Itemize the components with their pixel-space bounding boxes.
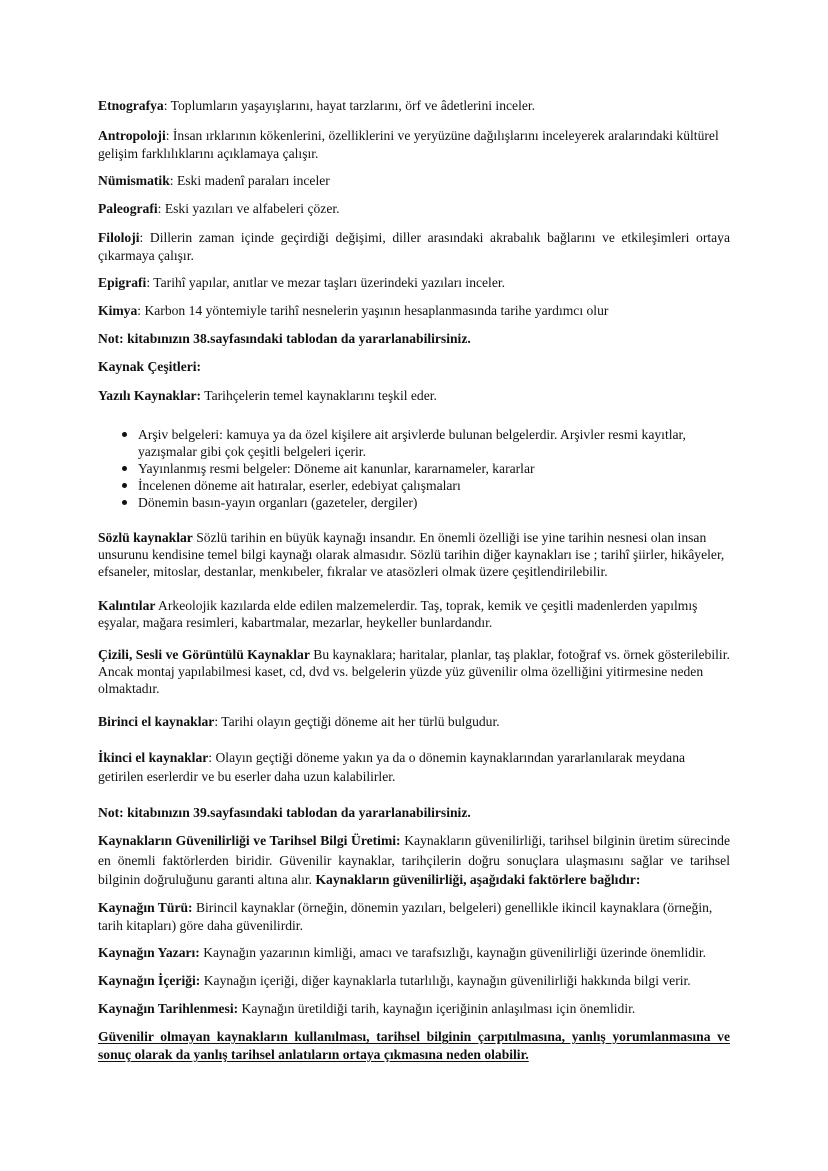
list-item-text: Arşiv belgeleri: kamuya ya da özel kişilere ait arşivlerde bulunan belgelerdir. Arşivler resmi kayıtlar, yazışmalar gibi çok çeşitli belgeleri içerir. <box>138 427 686 459</box>
factor-content <box>98 972 730 990</box>
definition-text: : Karbon 14 yöntemiyle tarihî nesnelerin yaşının hesaplanmasında tarihe yardımcı olur <box>137 303 609 318</box>
conclusion: Güvenilir olmayan kaynakların kullanılması, tarihsel bilginin çarpıtılmasına, yanlış yorumlanmasına ve sonuç olarak da yanlış tarihsel anlatıların ortaya çıkmasına neden olabilir. <box>98 1029 730 1062</box>
note-page-39: Not: kitabınızın 39.sayfasındaki tablodan da yararlanabilirsiniz. <box>98 805 471 820</box>
definition-text: Arkeolojik kazılarda elde edilen malzemelerdir. Taş, toprak, kemik ve çeşitli madenlerden yapılmış eşyalar, mağara resimleri, kabartmalar, mezarlar, heykeller bunlardandır. <box>98 598 698 630</box>
term: Yazılı Kaynaklar: <box>98 388 202 403</box>
term: Paleografi <box>98 201 158 216</box>
definition-text: : Tarihi olayın geçtiği döneme ait her türlü bulgudur. <box>214 714 500 729</box>
term: İkinci el kaynaklar <box>98 750 209 765</box>
term: Kaynağın Yazarı: <box>98 945 200 960</box>
oral-sources <box>98 529 730 580</box>
factor-dating <box>98 1000 730 1018</box>
term: Birinci el kaynaklar <box>98 714 215 729</box>
list-item-text: İncelenen döneme ait hatıralar, eserler, edebiyat çalışmaları <box>138 478 461 493</box>
section-heading: Kaynak Çeşitleri: <box>98 359 202 374</box>
definition-text: Bu kaynaklara; haritalar, planlar, taş plaklar, fotoğraf vs. örnek gösterilebilir. Ancak montaj yapılabilmesi kaset, cd, dvd vs. belgelerin yüzde yüz güvenilir olma özelliğini yitirmesine neden olmaktadır. <box>98 647 730 696</box>
definition-paleografi <box>98 200 730 218</box>
definition-filoloji <box>98 229 730 265</box>
term: Kaynağın Tarihlenmesi: <box>98 1001 239 1016</box>
term: Filoloji <box>98 230 140 245</box>
list-item <box>98 477 730 494</box>
reliability-paragraph <box>98 831 730 890</box>
definition-kimya <box>98 302 730 320</box>
definition-text: Tarihçelerin temel kaynaklarını teşkil eder. <box>201 388 437 403</box>
definition-numismatik <box>98 172 730 190</box>
term: Sözlü kaynaklar <box>98 530 193 545</box>
definition-etnografya <box>98 97 730 115</box>
term: Kaynakların Güvenilirliği ve Tarihsel Bilgi Üretimi: <box>98 833 401 848</box>
written-sources-list <box>98 426 730 511</box>
term: Kaynağın İçeriği: <box>98 973 201 988</box>
list-item <box>98 426 730 460</box>
list-item <box>98 494 730 511</box>
term: Kalıntılar <box>98 598 156 613</box>
list-item-text: Dönemin basın-yayın organları (gazeteler, dergiler) <box>138 495 418 510</box>
definition-text: Kaynakların güvenilirliği, tarihsel bilginin üretim sürecinde en önemli faktörlerden biridir. Güvenilir kaynaklar, tarihçilerin doğru sonuçlara ulaşmasını sağlar ve tarihsel bilginin doğruluğunu garanti altına alır. <box>98 833 730 887</box>
visual-audio-sources <box>98 646 730 697</box>
definition-text: Kaynağın içeriği, diğer kaynaklarla tutarlılığı, kaynağın güvenilirliği hakkında bilgi verir. <box>200 973 691 988</box>
remains <box>98 597 730 631</box>
factor-author <box>98 944 730 962</box>
bullet-icon <box>122 432 127 437</box>
term: Kimya <box>98 303 138 318</box>
definition-text: Kaynağın üretildiği tarih, kaynağın içeriğinin anlaşılması için önemlidir. <box>238 1001 636 1016</box>
term: Kaynağın Türü: <box>98 900 193 915</box>
term: Nümismatik <box>98 173 170 188</box>
list-item <box>98 460 730 477</box>
definition-text: Sözlü tarihin en büyük kaynağı insandır. En önemli özelliği ise yine tarihin nesnesi olan insan unsurunu kendisine temel bilgi kaynağı olarak almasıdır. Sözlü tarihin diğer kaynakları ise ; tarihî şiirler, hikâyeler, efsaneler, mitoslar, destanlar, menkıbeler, fıkralar ve atasözleri olmak üzere çeşitlendirilebilir. <box>98 530 725 579</box>
factor-type <box>98 899 730 935</box>
written-sources <box>98 387 730 405</box>
emphasis: Kaynakların güvenilirliği, aşağıdaki faktörlere bağlıdır: <box>315 872 641 887</box>
secondary-sources <box>98 748 730 786</box>
definition-text: : İnsan ırklarının kökenlerini, özelliklerini ve yeryüzüne dağılışlarını inceleyerek aralarındaki kültürel gelişim farklılıklarını açıklamaya çalışır. <box>98 128 719 161</box>
definition-text: : Toplumların yaşayışlarını, hayat tarzlarını, örf ve âdetlerini inceler. <box>163 98 536 113</box>
definition-epigrafi <box>98 274 730 292</box>
definition-text: Birincil kaynaklar (örneğin, dönemin yazıları, belgeleri) genellikle ikincil kaynaklara (örneğin, tarih kitapları) göre daha güvenilirdir. <box>98 900 713 933</box>
note-page-38: Not: kitabınızın 38.sayfasındaki tablodan da yararlanabilirsiniz. <box>98 331 471 346</box>
definition-text: Kaynağın yazarının kimliği, amacı ve tarafsızlığı, kaynağın güvenilirliği üzerinde önemlidir. <box>199 945 707 960</box>
term: Etnografya <box>98 98 164 113</box>
term: Çizili, Sesli ve Görüntülü Kaynaklar <box>98 647 310 662</box>
list-item-text: Yayınlanmış resmi belgeler: Döneme ait kanunlar, kararnameler, kararlar <box>138 461 535 476</box>
bullet-icon <box>122 483 127 488</box>
primary-sources <box>98 713 730 731</box>
definition-antropoloji <box>98 127 730 163</box>
bullet-icon <box>122 466 127 471</box>
term: Epigrafi <box>98 275 147 290</box>
bullet-icon <box>122 500 127 505</box>
definition-text: : Dillerin zaman içinde geçirdiği değişimi, diller arasındaki akrabalık bağlarını ve etkileşimleri ortaya çıkarmaya çalışır. <box>98 230 730 263</box>
definition-text: : Eski madenî paraları inceler <box>169 173 330 188</box>
definition-text: : Olayın geçtiği döneme yakın ya da o dönemin kaynaklarından yararlanılarak meydana getirilen eserlerdir ve bu eserler daha uzun kalabilirler. <box>98 750 686 784</box>
term: Antropoloji <box>98 128 166 143</box>
definition-text: : Eski yazıları ve alfabeleri çözer. <box>157 201 340 216</box>
definition-text: : Tarihî yapılar, anıtlar ve mezar taşları üzerindeki yazıları inceler. <box>146 275 506 290</box>
